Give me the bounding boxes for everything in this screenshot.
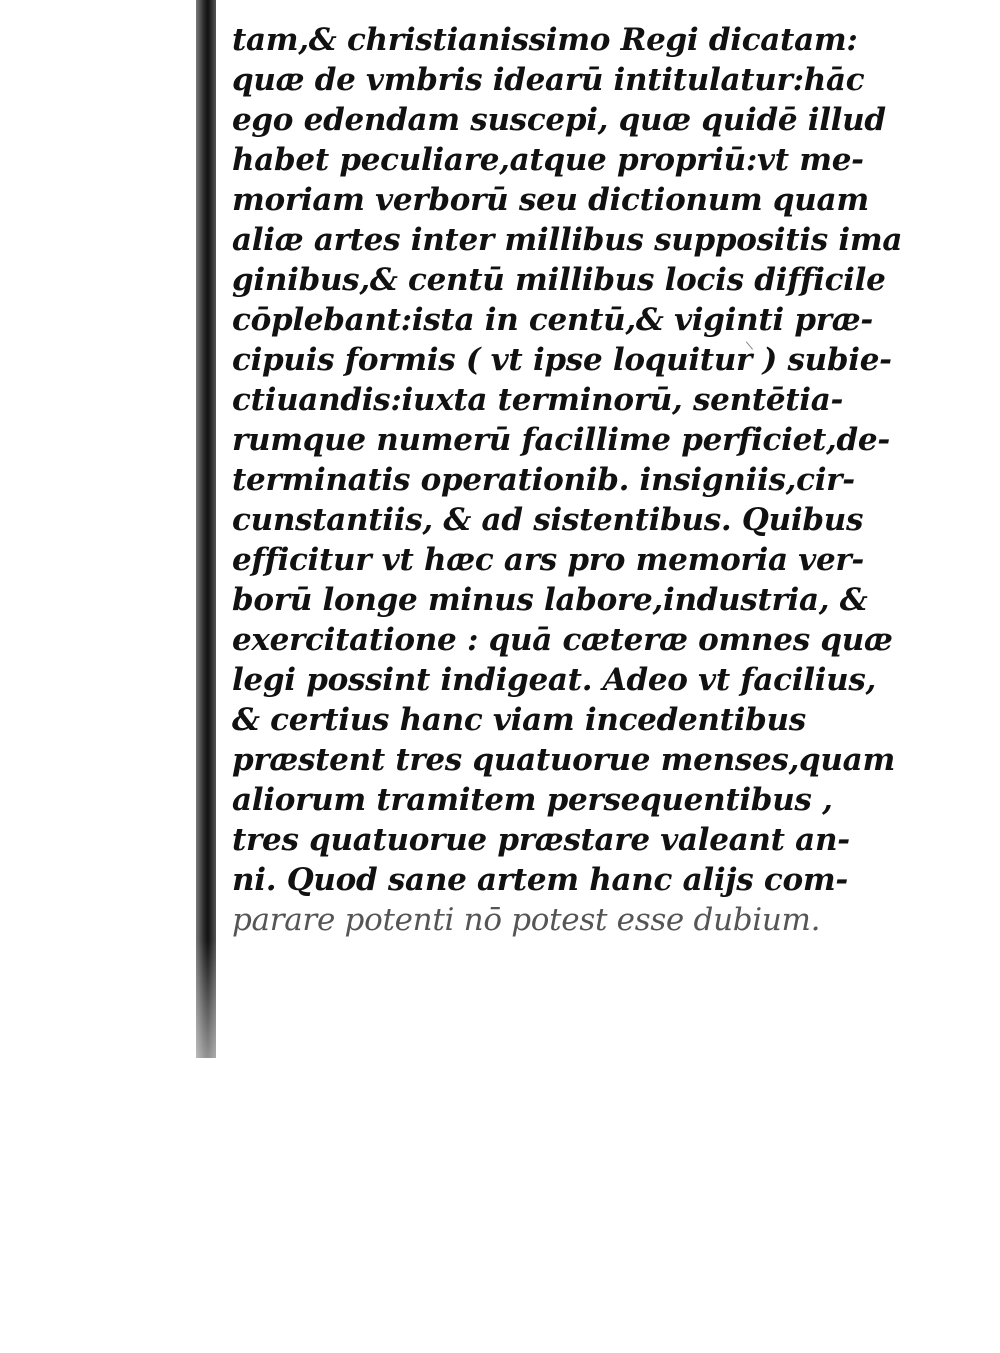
text-line: borū longe minus labore,industria, & <box>232 582 868 618</box>
text-line: legi possint indigeat. Adeo vt facilius, <box>232 662 877 698</box>
text-line: quæ de vmbris idearū intitulatur:hāc <box>232 62 865 98</box>
text-line: efficitur vt hæc ars pro memoria ver- <box>232 542 864 578</box>
text-line: moriam verborū seu dictionum quam <box>232 182 869 218</box>
text-line: cunstantiis, & ad sistentibus. Quibus <box>232 502 864 538</box>
gutter-fade <box>196 940 216 1058</box>
text-line: cōplebant:ista in centū,& viginti præ- <box>232 302 873 338</box>
text-line: cipuis formis ( vt ipse loquitur ) subie- <box>232 342 892 378</box>
text-line: exercitatione : quā cæteræ omnes quæ <box>232 622 893 658</box>
text-line: rumque numerū facillime perficiet,de- <box>232 422 890 458</box>
text-line: ginibus,& centū millibus locis difficile <box>232 262 886 298</box>
text-line: ego edendam suscepi, quæ quidē illud <box>232 102 886 138</box>
text-line: habet peculiare,atque propriū:vt me- <box>232 142 864 178</box>
text-line: tres quatuorue præstare valeant an- <box>232 822 850 858</box>
book-gutter-shadow <box>196 0 216 1058</box>
text-line-last: parare potenti nō potest esse dubium. <box>232 902 821 938</box>
text-line: ctiuandis:iuxta terminorū, sentētia- <box>232 382 844 418</box>
text-line: aliorum tramitem persequentibus , <box>232 782 833 818</box>
latin-text-block <box>232 20 903 940</box>
text-line: præstent tres quatuorue menses,quam <box>232 742 895 778</box>
text-line: & certius hanc viam incedentibus <box>232 702 806 738</box>
text-line: ni. Quod sane artem hanc alijs com- <box>232 862 848 898</box>
text-line: terminatis operationib. insigniis,cir- <box>232 462 855 498</box>
text-line: tam,& christianissimo Regi dicatam: <box>232 22 858 58</box>
text-line: aliæ artes inter millibus suppositis ima <box>232 222 903 258</box>
